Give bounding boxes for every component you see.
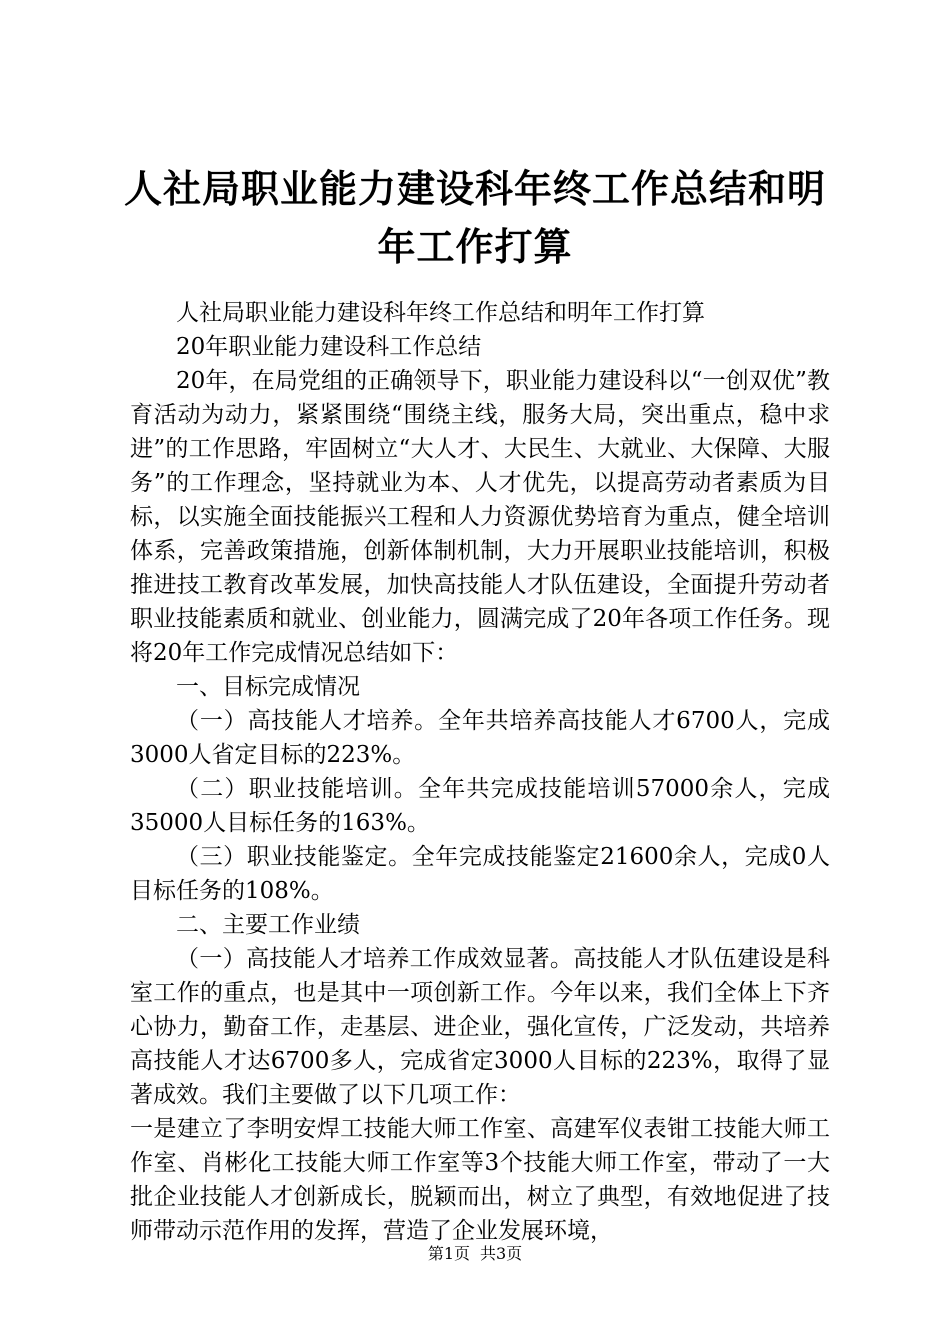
paragraph-goal-1: （一）高技能人才培养。全年共培养高技能人才6700人，完成3000人省定目标的223%。	[130, 708, 830, 768]
page-footer	[0, 1243, 950, 1265]
paragraph-intro: 20年，在局党组的正确领导下，职业能力建设科以“一创双优”教育活动为动力，紧紧围绕“围绕主线，服务大局，突出重点，稳中求进”的工作思路，牢固树立“大人才、大民生、大就业、大保障、大服务”的工作理念，坚持就业为本、人才优先，以提高劳动者素质为目标，以实施全面技能振兴工程和人力资源优势培育为重点，健全培训体系，完善政策措施，创新体制机制，大力开展职业技能培训，积极推进技工教育改革发展，加快高技能人才队伍建设，全面提升劳动者职业技能素质和就业、创业能力，圆满完成了20年各项工作任务。现将20年工作完成情况总结如下：	[130, 368, 830, 666]
paragraph-repeat-title: 人社局职业能力建设科年终工作总结和明年工作打算	[176, 300, 705, 326]
page-total: 共3页	[480, 1244, 523, 1263]
section-heading-achievements: 二、主要工作业绩	[176, 912, 360, 938]
paragraph-achievement-1: （一）高技能人才培养工作成效显著。高技能人才队伍建设是科室工作的重点，也是其中一项创新工作。今年以来，我们全体上下齐心协力，勤奋工作，走基层、进企业，强化宣传，广泛发动，共培养高技能人才达6700多人，完成省定3000人目标的223%，取得了显著成效。我们主要做了以下几项工作：	[130, 946, 830, 1108]
page-number: 第1页	[427, 1244, 470, 1263]
document-body	[130, 296, 830, 1248]
paragraph-summary-heading: 20年职业能力建设科工作总结	[176, 334, 482, 360]
paragraph-achievement-1-detail: 一是建立了李明安焊工技能大师工作室、高建军仪表钳工技能大师工作室、肖彬化工技能大师工作室等3个技能大师工作室，带动了一大批企业技能人才创新成长，脱颖而出，树立了典型，有效地促进了技师带动示范作用的发挥，营造了企业发展环境，	[130, 1116, 830, 1244]
paragraph-goal-2: （二）职业技能培训。全年共完成技能培训57000余人，完成35000人目标任务的163%。	[130, 776, 830, 836]
document-title: 人社局职业能力建设科年终工作总结和明年工作打算	[123, 166, 826, 269]
paragraph-goal-3: （三）职业技能鉴定。全年完成技能鉴定21600余人，完成0人目标任务的108%。	[130, 844, 830, 904]
section-heading-goals: 一、目标完成情况	[176, 674, 360, 700]
